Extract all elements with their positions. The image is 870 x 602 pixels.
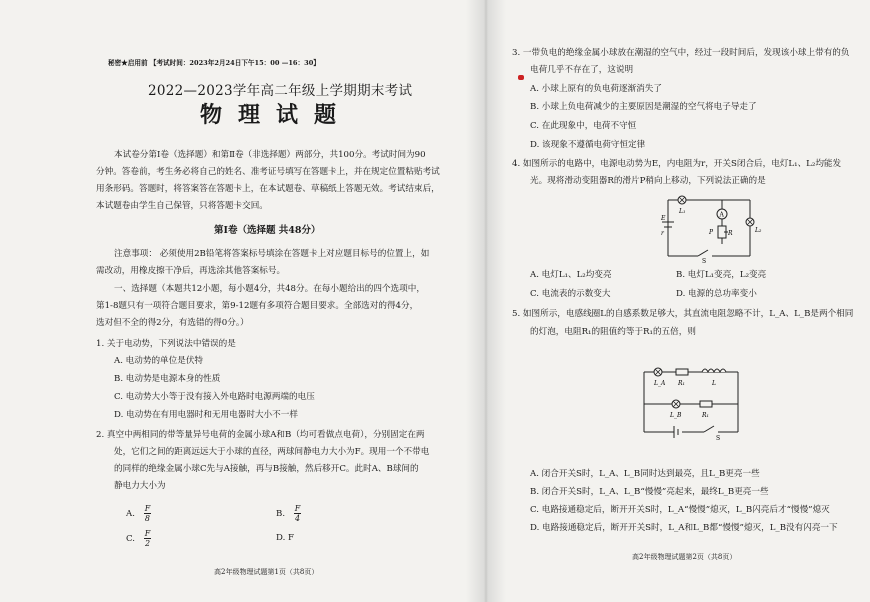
instructions-line-1: 一、选择题（本题共12小题，每小题4分，共48分。在每小题给出的四个选项中， (114, 284, 425, 294)
page-1-footer: 高2年级物理试题第1页（共8页） (214, 568, 319, 576)
q5-option-c: C. 电路接通稳定后，断开开关S时，L_A“慢慢”熄灭，L_B闪亮后才“慢慢”熄灭 (530, 505, 830, 515)
page-fold (466, 0, 506, 602)
q3-option-b: B. 小球上负电荷减少的主要原因是潮湿的空气将电子导走了 (530, 102, 757, 112)
fraction-denominator: 8 (144, 514, 151, 523)
fraction-denominator: 4 (295, 514, 301, 523)
q5-circuit-diagram (640, 360, 744, 442)
section-title: 第Ⅰ卷（选择题 共48分） (214, 225, 321, 236)
label-inductor: L (712, 380, 716, 387)
lamp-lb-icon (672, 400, 680, 408)
q1-option-b: B. 电动势是电源本身的性质 (114, 374, 221, 384)
q5-option-d: D. 电路接通稳定后，断开开关S时，L_A和L_B都“慢慢”熄灭，L_B没有闪亮一下 (530, 523, 838, 533)
q4-option-c: C. 电流表的示数变大 (530, 289, 611, 299)
red-ink-mark (518, 75, 524, 80)
fraction-denominator: 2 (144, 539, 151, 548)
intro-line-4: 本试题卷由学生自己保管，只将答题卡交回。 (96, 201, 268, 211)
q1-option-c: C. 电动势大小等于没有接入外电路时电源两端的电压 (114, 392, 315, 402)
q3-stem-line-2: 电荷几乎不存在了，这说明 (530, 65, 634, 75)
q2-option-c (126, 529, 151, 548)
label-ammeter: A (719, 211, 724, 219)
q5-option-a: A. 闭合开关S时，L_A、L_B同时达到最亮，且L_B更亮一些 (530, 469, 760, 479)
instructions-line-2: 第1-8题只有一项符合题目要求，第9-12题有多项符合题目要求。全部选对的得4分， (96, 301, 419, 311)
q4-option-a: A. 电灯L₁、L₂均变亮 (530, 270, 612, 280)
q1-option-d: D. 电动势在有用电器时和无用电器时大小不一样 (114, 410, 298, 420)
intro-line-2: 分钟。答卷前，考生务必将自己的姓名、准考证号填写在答题卡上，并在规定位置粘贴考试 (96, 167, 440, 177)
label-l2: L₂ (755, 227, 762, 234)
label-r1: R₁ (678, 380, 685, 387)
q4-option-b: B. 电灯L₁变亮，L₂变亮 (676, 270, 767, 280)
fraction-numerator: F (144, 529, 151, 538)
q5-stem-line-1: 5. 如图所示，电感线圈L的自感系数足够大，其直流电阻忽略不计，L_A、L_B是两个相同 (512, 309, 854, 319)
q2-stem-line-1: 2. 真空中两相同的带等量异号电荷的金属小球A和B（均可看做点电荷），分别固定在两 (96, 430, 425, 440)
lamp-l1-icon (678, 196, 686, 204)
q5-option-b: B. 闭合开关S时，L_A、L_B“慢慢”亮起来，最终L_B更亮一些 (530, 487, 769, 497)
q3-option-c: C. 在此现象中，电荷不守恒 (530, 121, 637, 131)
q2-option-d: D. F (276, 533, 295, 543)
notice-line-1: 注意事项： 必须使用2B铅笔将答案标号填涂在答题卡上对应题目标号的位置上，如 (114, 249, 430, 259)
q2-stem-line-4: 静电力大小为 (114, 481, 166, 491)
lamp-l2-icon (746, 218, 754, 226)
q4-stem-line-1: 4. 如图所示的电路中，电源电动势为E，内电阻为r，开关S闭合后，电灯L₁、L₂均能发 (512, 159, 842, 169)
fraction-numerator: F (294, 504, 301, 513)
q2-option-a (126, 504, 151, 523)
q4-option-d: D. 电源的总功率变小 (676, 289, 757, 299)
label-r1-branch: R₁ (702, 412, 709, 419)
intro-line-3: 用条形码。答题时，将答案答在答题卡上，在本试题卷、草稿纸上答题无效。考试结束后， (96, 184, 440, 194)
q2-option-a-label: A. (126, 509, 135, 519)
q4-stem-line-2: 光。现将滑动变阻器R的滑片P稍向上移动，下列说法正确的是 (530, 176, 766, 186)
q2-option-a-fraction (144, 504, 152, 523)
q2-option-c-fraction (144, 529, 152, 548)
q3-option-a: A. 小球上原有的负电荷逐渐消失了 (530, 84, 662, 94)
q2-option-b (276, 504, 301, 523)
q3-stem-line-1: 3. 一带负电的绝缘金属小球放在潮湿的空气中，经过一段时间后，发现该小球上带有的负 (512, 48, 850, 58)
page-2 (512, 0, 858, 602)
q2-option-c-label: C. (126, 534, 136, 544)
exam-time: 秘密★启用前 【考试时间：2023年2月24日下午15：00 —16：30】 (108, 59, 320, 67)
lamp-la-icon (654, 368, 662, 376)
label-l1: L₁ (679, 208, 686, 215)
label-r: R (728, 230, 733, 237)
subject-title: 物理试题 (200, 102, 353, 128)
q5-stem-line-2: 的灯泡，电阻R₁的阻值约等于R₁的五倍，则 (530, 327, 696, 337)
label-r-internal: r (661, 230, 664, 237)
q1-stem: 1. 关于电动势，下列说法中错误的是 (96, 339, 236, 349)
label-p: P (709, 229, 714, 236)
label-la: L_A (654, 380, 666, 387)
q3-option-d: D. 该现象不遵循电荷守恒定律 (530, 140, 646, 150)
q4-circuit-diagram (662, 192, 762, 264)
page-2-footer: 高2年级物理试题第2页（共8页） (632, 553, 737, 561)
instructions-line-3: 选对但不全的得2分，有选错的得0分。） (96, 318, 249, 328)
q2-option-b-label: B. (276, 509, 286, 519)
label-lb: L_B (670, 412, 682, 419)
exam-title: 2022—2023学年高二年级上学期期末考试 (148, 83, 413, 99)
page-1 (96, 0, 456, 602)
fraction-numerator: F (144, 504, 151, 513)
label-s: S (702, 258, 707, 265)
label-switch: S (716, 435, 721, 442)
q1-option-a: A. 电动势的单位是伏特 (114, 356, 204, 366)
q2-stem-line-3: 的同样的绝缘金属小球C先与A接触，再与B接触，然后移开C。此时A、B球间的 (114, 464, 419, 474)
q2-stem-line-2: 处，它们之间的距离远远大于小球的直径，两球间静电力大小为F。现用一个不带电 (114, 447, 430, 457)
label-e: E (661, 215, 666, 222)
q2-option-b-fraction (294, 504, 302, 523)
intro-line-1: 本试卷分第Ⅰ卷（选择题）和第Ⅱ卷（非选择题）两部分，共100分。考试时间为90 (114, 150, 426, 160)
notice-line-2: 需改动，用橡皮擦干净后，再选涂其他答案标号。 (96, 266, 286, 276)
